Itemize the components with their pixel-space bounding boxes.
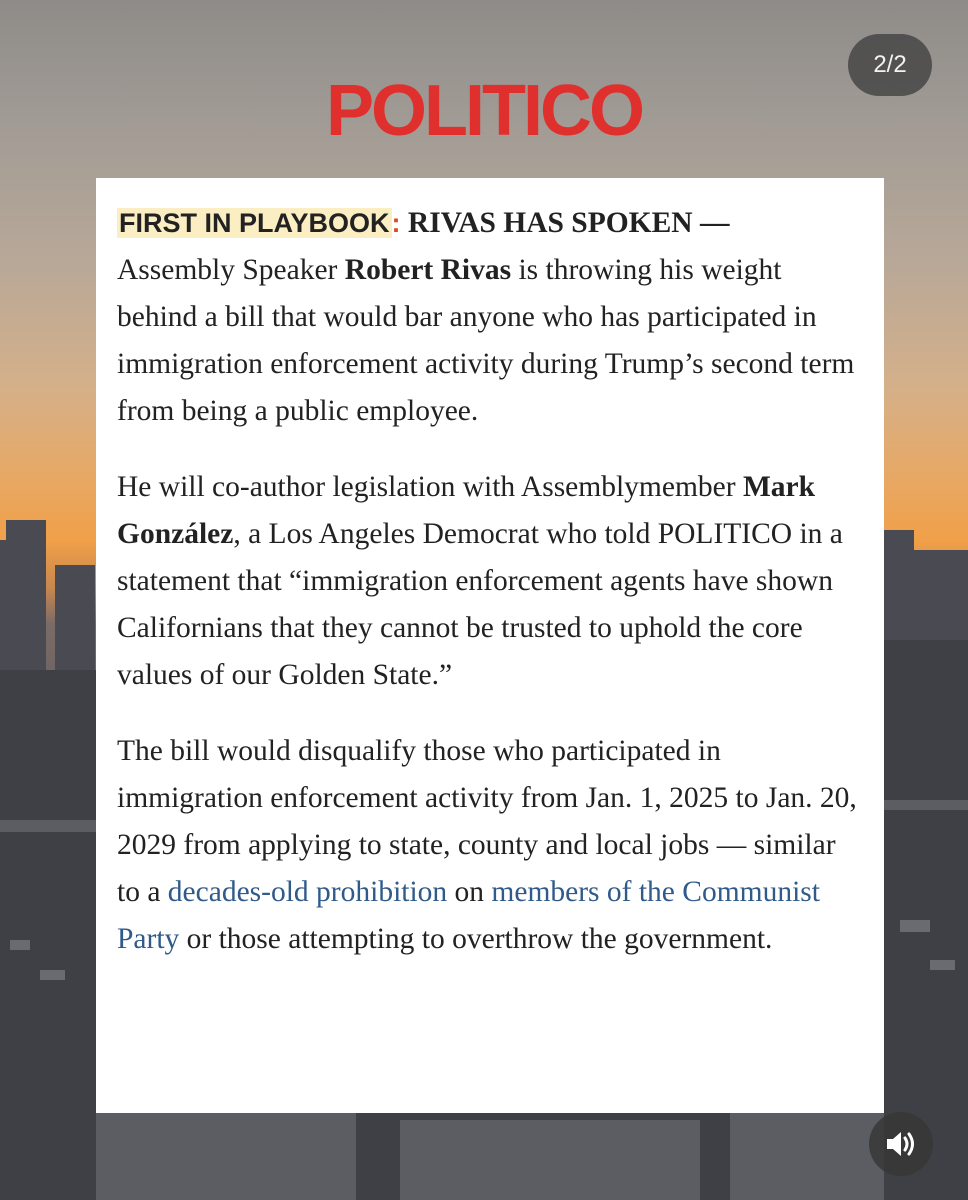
paragraph-text: The bill would disqualify those who participated in immigration enforcement activity from Jan. 1, 2025 to Jan. 20, 2029 from applying to state, county and local jobs — similar to a xyxy=(117,735,857,908)
communist-party-link[interactable]: members of the Communist Party xyxy=(117,876,820,955)
slide-counter: 2/2 xyxy=(848,34,932,96)
paragraph-text: or those attempting to overthrow the government. xyxy=(179,923,773,955)
paragraph-text: He will co-author legislation with Assemblymember xyxy=(117,471,743,503)
article-paragraph-1 xyxy=(117,200,864,435)
article-paragraph-3 xyxy=(117,728,864,963)
paragraph-text: is throwing his weight behind a bill that would bar anyone who has participated in immigration enforcement activity during Trump’s second term from being a public employee. xyxy=(117,254,855,427)
kicker-colon: : xyxy=(391,208,401,238)
politico-logo: POLITICO xyxy=(326,71,642,151)
paragraph-text: , a Los Angeles Democrat who told POLITICO in a statement that “immigration enforcement agents have shown Californians that they cannot be trusted to uphold the core values of our Golden State.” xyxy=(117,518,843,691)
paragraph-text: Assembly Speaker xyxy=(117,254,345,286)
kicker-label: FIRST IN PLAYBOOK xyxy=(119,208,390,238)
paragraph-text: on xyxy=(447,876,492,908)
headline: RIVAS HAS SPOKEN — xyxy=(407,207,730,239)
decades-old-prohibition-link[interactable]: decades-old prohibition xyxy=(167,876,448,908)
article-paragraph-2 xyxy=(117,464,864,699)
assemblymember-name: Mark González xyxy=(117,471,816,550)
article-card xyxy=(96,178,884,1113)
speaker-name: Robert Rivas xyxy=(344,254,512,286)
speaker-volume-icon xyxy=(884,1129,918,1159)
sound-toggle-button[interactable] xyxy=(869,1112,933,1176)
